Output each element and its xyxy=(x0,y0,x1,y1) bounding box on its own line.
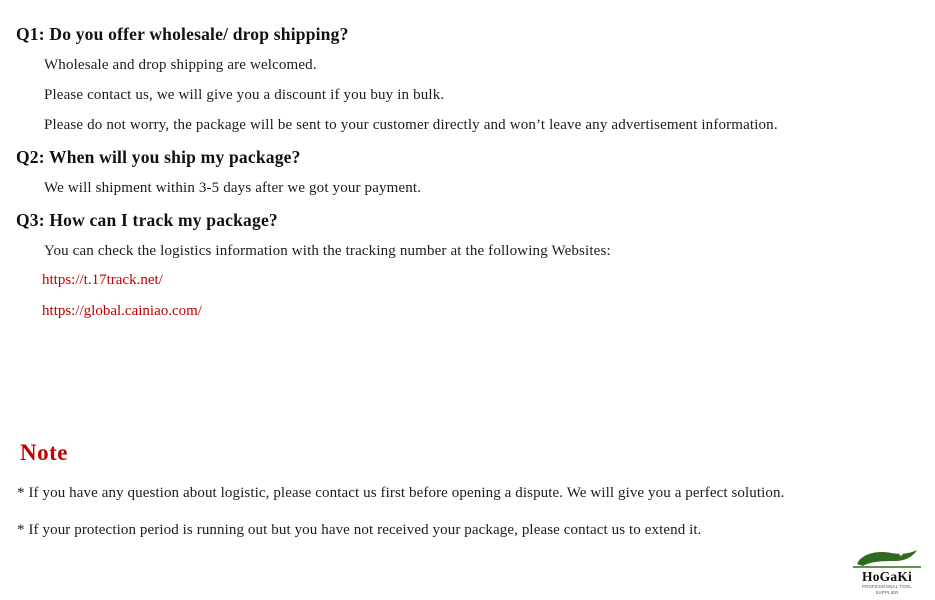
faq-question-q1: Q1: Do you offer wholesale/ drop shipping? xyxy=(16,24,349,44)
faq-answer-q2-line1: We will shipment within 3-5 days after we got your payment. xyxy=(44,180,422,196)
logo-tagline-text: PROFESSIONAL TOOL SUPPLIER xyxy=(862,584,912,595)
note-heading: Note xyxy=(20,440,68,465)
faq-question-q2: Q2: When will you ship my package? xyxy=(16,147,301,167)
note-line-2: * If your protection period is running out but you have not received your package, please contact us to extend it. xyxy=(17,522,702,538)
faq-answer-q1-line2: Please contact us, we will give you a discount if you buy in bulk. xyxy=(44,87,445,103)
logo-brand-text: HoGaKi xyxy=(862,569,912,584)
faq-answer-q3-line1: You can check the logistics information with the tracking number at the following Websites: xyxy=(44,243,611,259)
faq-item-q3 xyxy=(16,210,921,320)
tracking-link-row-1 xyxy=(16,271,921,289)
note-line-1: * If you have any question about logistic, please contact us first before opening a dispute. We will give you a perfect solution. xyxy=(17,485,785,501)
tracking-link-17track[interactable]: https://t.17track.net/ xyxy=(42,272,163,288)
faq-section xyxy=(16,24,921,333)
faq-item-q2 xyxy=(16,147,921,197)
faq-answer-q1-line3: Please do not worry, the package will be sent to your customer directly and won’t leave any advertisement information. xyxy=(44,117,778,133)
faq-question-q3: Q3: How can I track my package? xyxy=(16,210,278,230)
tracking-link-cainiao[interactable]: https://global.cainiao.com/ xyxy=(42,303,202,319)
faq-answer-q1-line1: Wholesale and drop shipping are welcomed. xyxy=(44,57,317,73)
faq-item-q1 xyxy=(16,24,921,134)
tracking-link-row-2 xyxy=(16,302,921,320)
brand-logo xyxy=(851,548,923,595)
logo-mark-icon xyxy=(851,548,923,570)
